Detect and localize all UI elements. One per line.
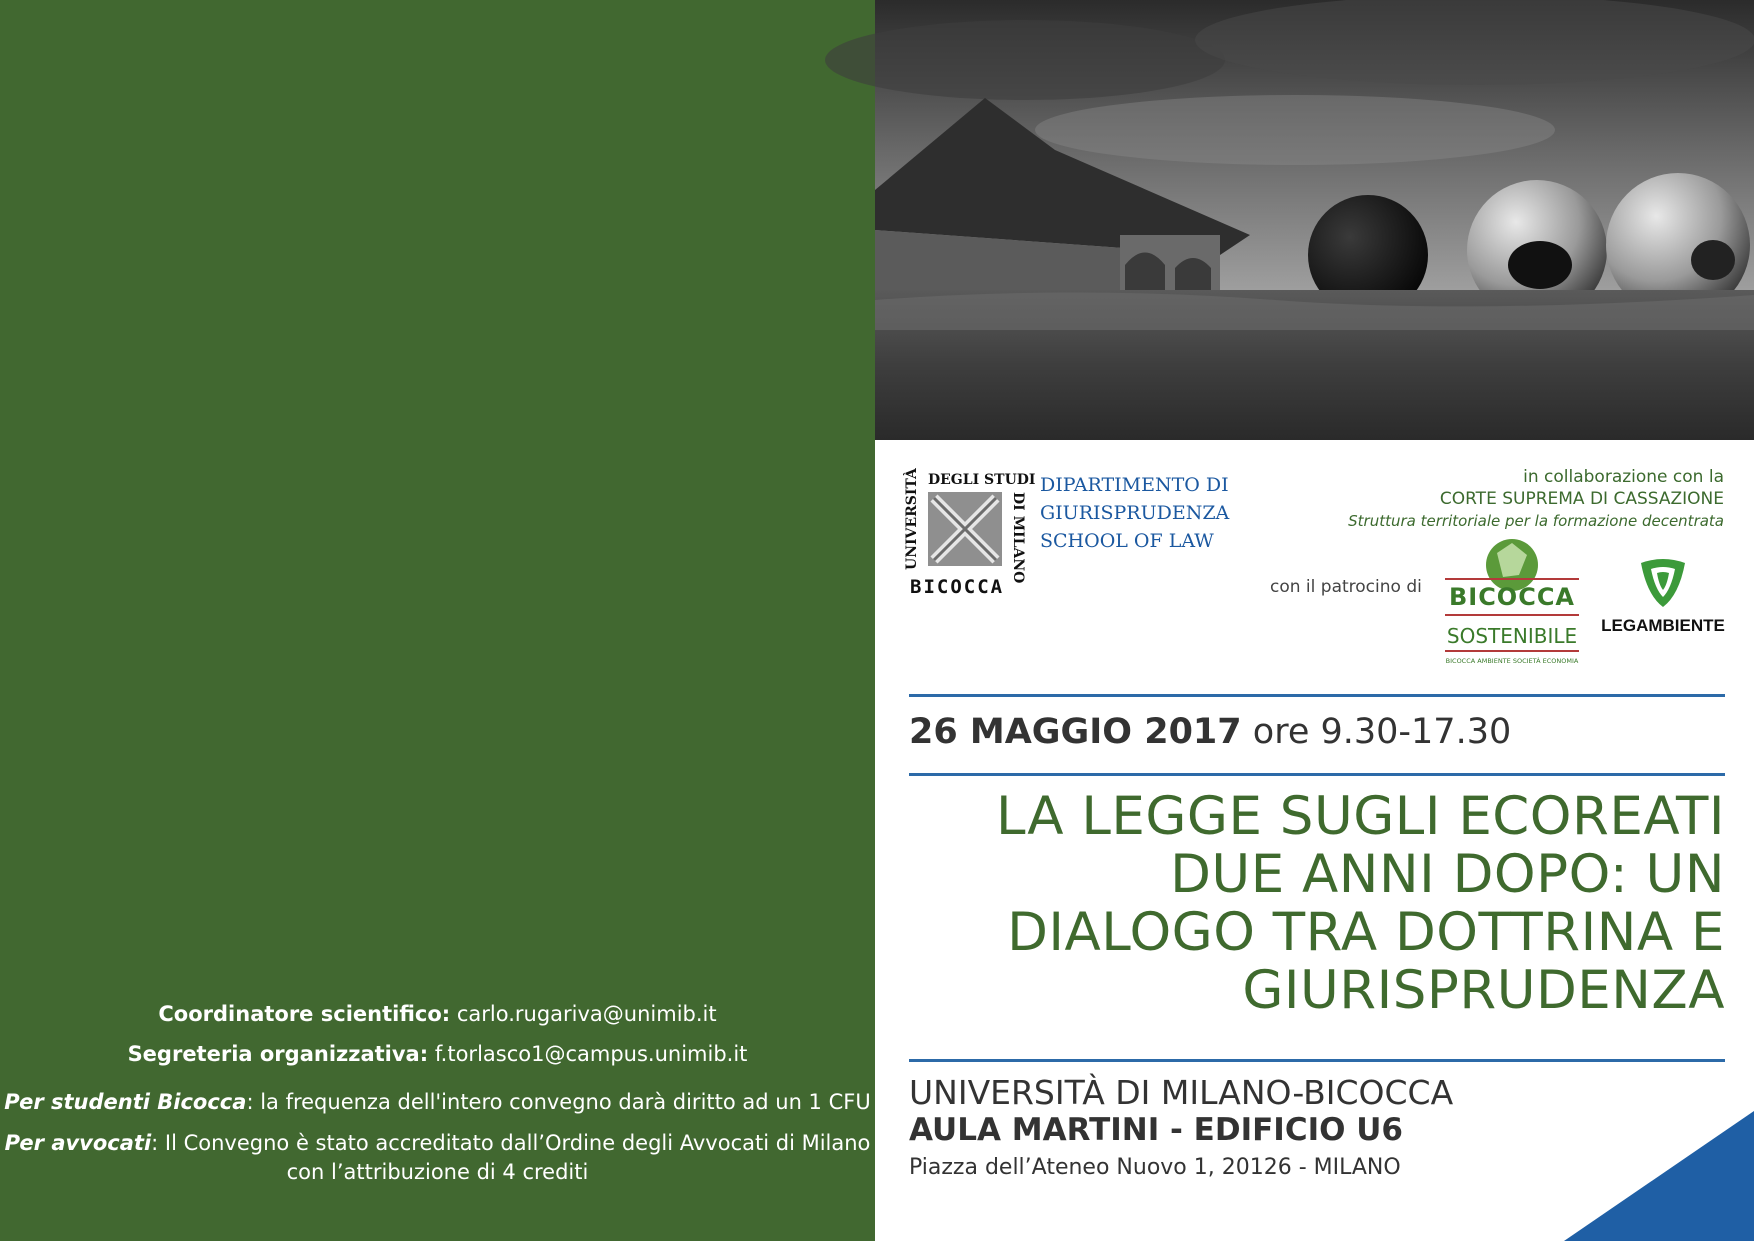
divider-3 bbox=[909, 1059, 1725, 1062]
students-label: Per studenti Bicocca bbox=[4, 1090, 247, 1114]
bicocca-logo-bottom: SOSTENIBILE bbox=[1446, 624, 1578, 648]
logo-degli-studi: DEGLI STUDI bbox=[928, 472, 1036, 488]
left-panel bbox=[0, 0, 875, 1241]
department-line-3: SCHOOL OF LAW bbox=[1040, 530, 1214, 552]
legambiente-logo bbox=[1593, 555, 1733, 645]
right-panel bbox=[875, 0, 1754, 1241]
venue-room: AULA MARTINI - EDIFICIO U6 bbox=[909, 1112, 1404, 1148]
coordinator-line bbox=[0, 999, 875, 1029]
coordinator-email[interactable]: carlo.rugariva@unimib.it bbox=[456, 1002, 717, 1026]
legambiente-label: LEGAMBIENTE bbox=[1601, 616, 1725, 635]
landscape-photo bbox=[875, 0, 1754, 440]
secretary-line bbox=[0, 1039, 875, 1069]
event-title bbox=[905, 788, 1725, 1020]
event-title-line-2: DUE ANNI DOPO: UN bbox=[1170, 844, 1725, 905]
collaboration-intro: in collaborazione con la bbox=[1523, 467, 1724, 487]
secretary-email[interactable]: f.torlasco1@campus.unimib.it bbox=[434, 1042, 748, 1066]
students-line bbox=[0, 1087, 875, 1117]
lawyers-label: Per avvocati bbox=[4, 1131, 152, 1155]
corner-triangle bbox=[1564, 1111, 1754, 1241]
students-text: : la frequenza dell'intero convegno darà diritto ad un 1 CFU bbox=[246, 1090, 871, 1114]
lawyers-text: : Il Convegno è stato accreditato dall’Ordine degli Avvocati di Milano bbox=[151, 1131, 871, 1155]
patronage-label: con il patrocino di bbox=[1270, 577, 1422, 597]
collaboration-court: CORTE SUPREMA DI CASSAZIONE bbox=[1439, 489, 1724, 509]
bicocca-sostenibile-logo bbox=[1437, 535, 1587, 680]
divider-2 bbox=[909, 773, 1725, 776]
venue-address: Piazza dell’Ateneo Nuovo 1, 20126 - MILANO bbox=[909, 1155, 1401, 1180]
lawyers-text-2: con l’attribuzione di 4 crediti bbox=[286, 1160, 589, 1184]
venue-university: UNIVERSITÀ DI MILANO-BICOCCA bbox=[909, 1073, 1454, 1112]
logo-universita: UNIVERSITÀ bbox=[904, 468, 920, 570]
collaboration-block bbox=[1348, 466, 1724, 532]
event-title-line-4: GIURISPRUDENZA bbox=[1242, 960, 1725, 1021]
department-name bbox=[1040, 471, 1229, 555]
lawyers-line bbox=[0, 1128, 875, 1158]
lawyers-line-2 bbox=[0, 1157, 875, 1187]
department-line-2: GIURISPRUDENZA bbox=[1040, 502, 1230, 524]
event-date-line bbox=[909, 712, 1511, 752]
logo-di-milano: DI MILANO bbox=[1010, 492, 1026, 584]
event-time: ore 9.30-17.30 bbox=[1252, 712, 1512, 752]
collaboration-structure: Struttura territoriale per la formazione decentrata bbox=[1348, 512, 1724, 530]
logo-bicocca: BICOCCA bbox=[910, 576, 1005, 598]
event-title-line-1: LA LEGGE SUGLI ECOREATI bbox=[995, 786, 1725, 847]
divider-1 bbox=[909, 694, 1725, 697]
unimib-logo bbox=[904, 468, 1036, 598]
bicocca-logo-top: BICOCCA bbox=[1448, 583, 1576, 611]
event-title-line-3: DIALOGO TRA DOTTRINA E bbox=[1007, 902, 1725, 963]
bicocca-logo-tagline: BICOCCA AMBIENTE SOCIETÀ ECONOMIA bbox=[1445, 657, 1579, 665]
coordinator-label: Coordinatore scientifico: bbox=[158, 1002, 451, 1026]
secretary-label: Segreteria organizzativa: bbox=[127, 1042, 429, 1066]
event-date: 26 MAGGIO 2017 bbox=[909, 712, 1242, 752]
department-line-1: DIPARTIMENTO DI bbox=[1040, 474, 1229, 496]
